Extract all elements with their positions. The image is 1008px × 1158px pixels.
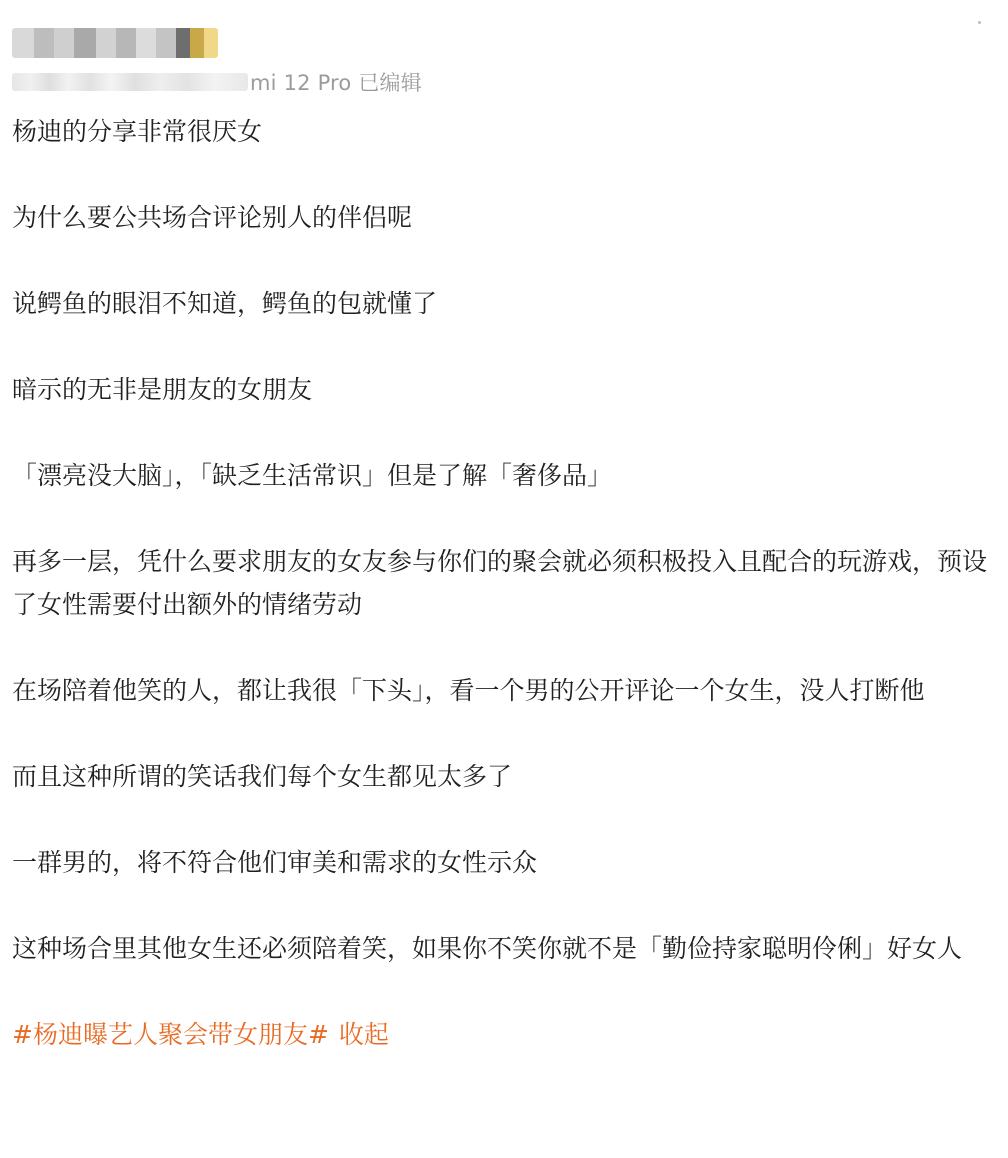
post-content [12, 110, 987, 1056]
post-tags-row [12, 1013, 987, 1056]
post-paragraph: 而且这种所谓的笑话我们每个女生都见太多了 [12, 762, 513, 791]
post-header [12, 20, 992, 100]
post-paragraph: 「漂亮没大脑」，「缺乏生活常识」但是了解「奢侈品」 [12, 461, 613, 490]
post-paragraph: 一群男的，将不符合他们审美和需求的女性示众 [12, 848, 538, 877]
username-blurred[interactable] [12, 28, 218, 58]
post-paragraph: 杨迪的分享非常很厌女 [12, 117, 263, 146]
collapse-link[interactable]: 收起 [338, 1020, 389, 1049]
post-paragraph: 暗示的无非是朋友的女朋友 [12, 375, 313, 404]
hashtag-link[interactable]: #杨迪曝艺人聚会带女朋友# [12, 1020, 329, 1049]
post-paragraph: 为什么要公共场合评论别人的伴侣呢 [12, 203, 413, 232]
post-paragraph: 在场陪着他笑的人，都让我很「下头」，看一个男的公开评论一个女生，没人打断他 [12, 676, 925, 705]
more-dots-icon[interactable] [970, 20, 988, 38]
post-paragraph: 说鳄鱼的眼泪不知道，鳄鱼的包就懂了 [12, 289, 438, 318]
device-edited-label: mi 12 Pro 已编辑 [250, 71, 422, 95]
post-meta [12, 70, 422, 94]
post-paragraph: 再多一层，凭什么要求朋友的女友参与你们的聚会就必须积极投入且配合的玩游戏，预设了女性需要付出额外的情绪劳动 [12, 547, 988, 619]
source-blurred [12, 73, 248, 91]
post-paragraph: 这种场合里其他女生还必须陪着笑，如果你不笑你就不是「勤俭持家聪明伶俐」好女人 [12, 934, 963, 963]
